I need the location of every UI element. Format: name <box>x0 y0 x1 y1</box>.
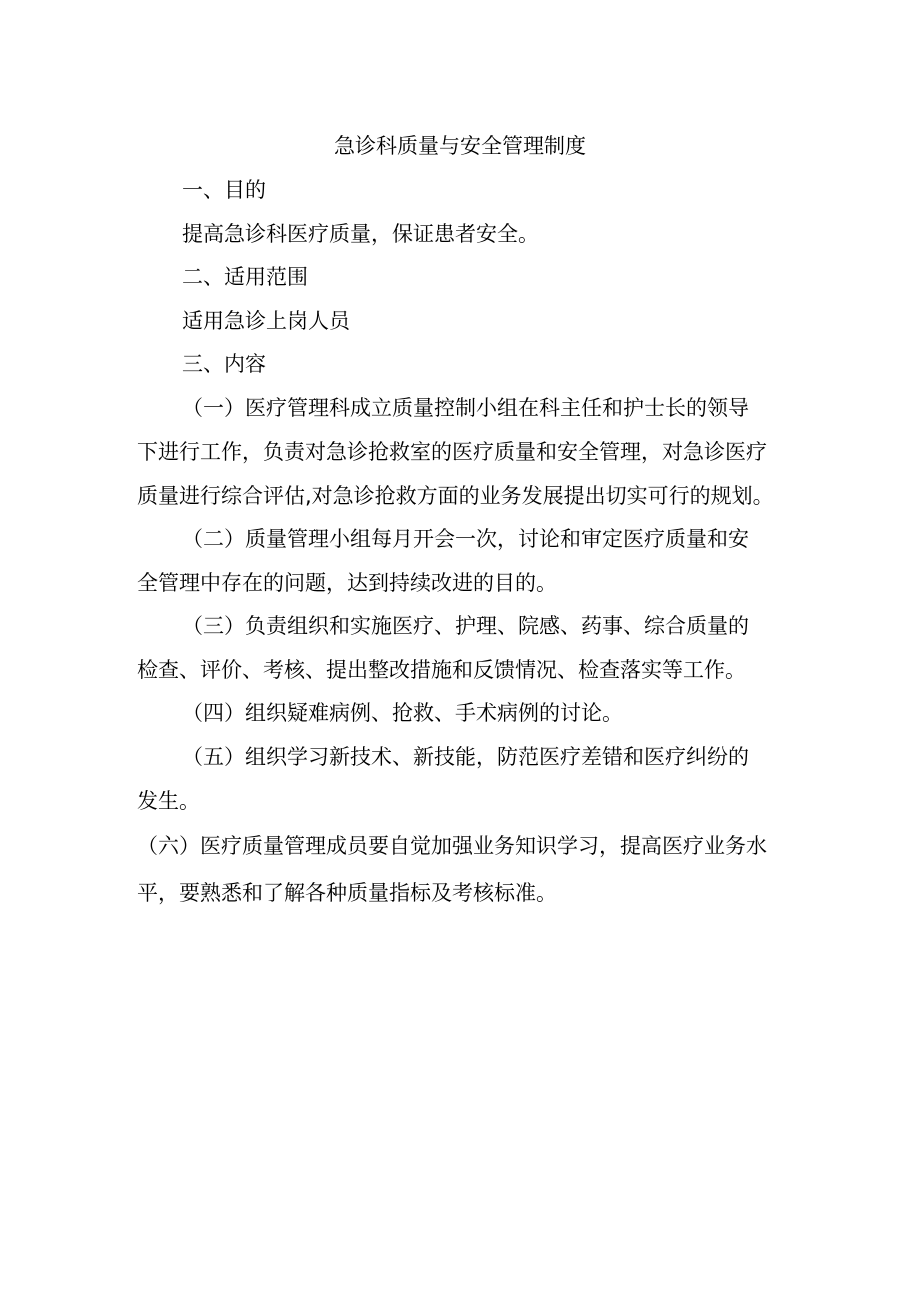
item-5-line-2: 发生。 <box>137 789 200 813</box>
item-5-line-1: （五）组织学习新技术、新技能，防范医疗差错和医疗纠纷的 <box>182 745 749 769</box>
item-6-line-1: （六）医疗质量管理成员要自觉加强业务知识学习，提高医疗业务水 <box>137 834 767 858</box>
section-heading-content: 三、内容 <box>182 352 266 376</box>
item-4-line-1: （四）组织疑难病例、抢救、手术病例的讨论。 <box>182 701 623 725</box>
document-title: 急诊科质量与安全管理制度 <box>334 134 586 158</box>
item-2-line-2: 全管理中存在的问题，达到持续改进的目的。 <box>137 571 557 595</box>
item-2-line-1: （二）质量管理小组每月开会一次，讨论和审定医疗质量和安 <box>182 527 749 551</box>
item-1-line-1: （一）医疗管理科成立质量控制小组在科主任和护士长的领导 <box>182 396 749 420</box>
section-body-scope: 适用急诊上岗人员 <box>182 309 350 333</box>
section-heading-purpose: 一、目的 <box>182 178 266 202</box>
item-1-line-2: 下进行工作，负责对急诊抢救室的医疗质量和安全管理，对急诊医疗 <box>137 440 767 464</box>
section-body-purpose: 提高急诊科医疗质量，保证患者安全。 <box>182 222 539 246</box>
item-3-line-2: 检查、评价、考核、提出整改措施和反馈情况、检查落实等工作。 <box>137 658 746 682</box>
item-1-line-3: 质量进行综合评估,对急诊抢救方面的业务发展提出切实可行的规划。 <box>137 484 774 508</box>
item-6-line-2: 平，要熟悉和了解各种质量指标及考核标准。 <box>137 881 557 905</box>
section-heading-scope: 二、适用范围 <box>182 265 308 289</box>
item-3-line-1: （三）负责组织和实施医疗、护理、院感、药事、综合质量的 <box>182 614 749 638</box>
